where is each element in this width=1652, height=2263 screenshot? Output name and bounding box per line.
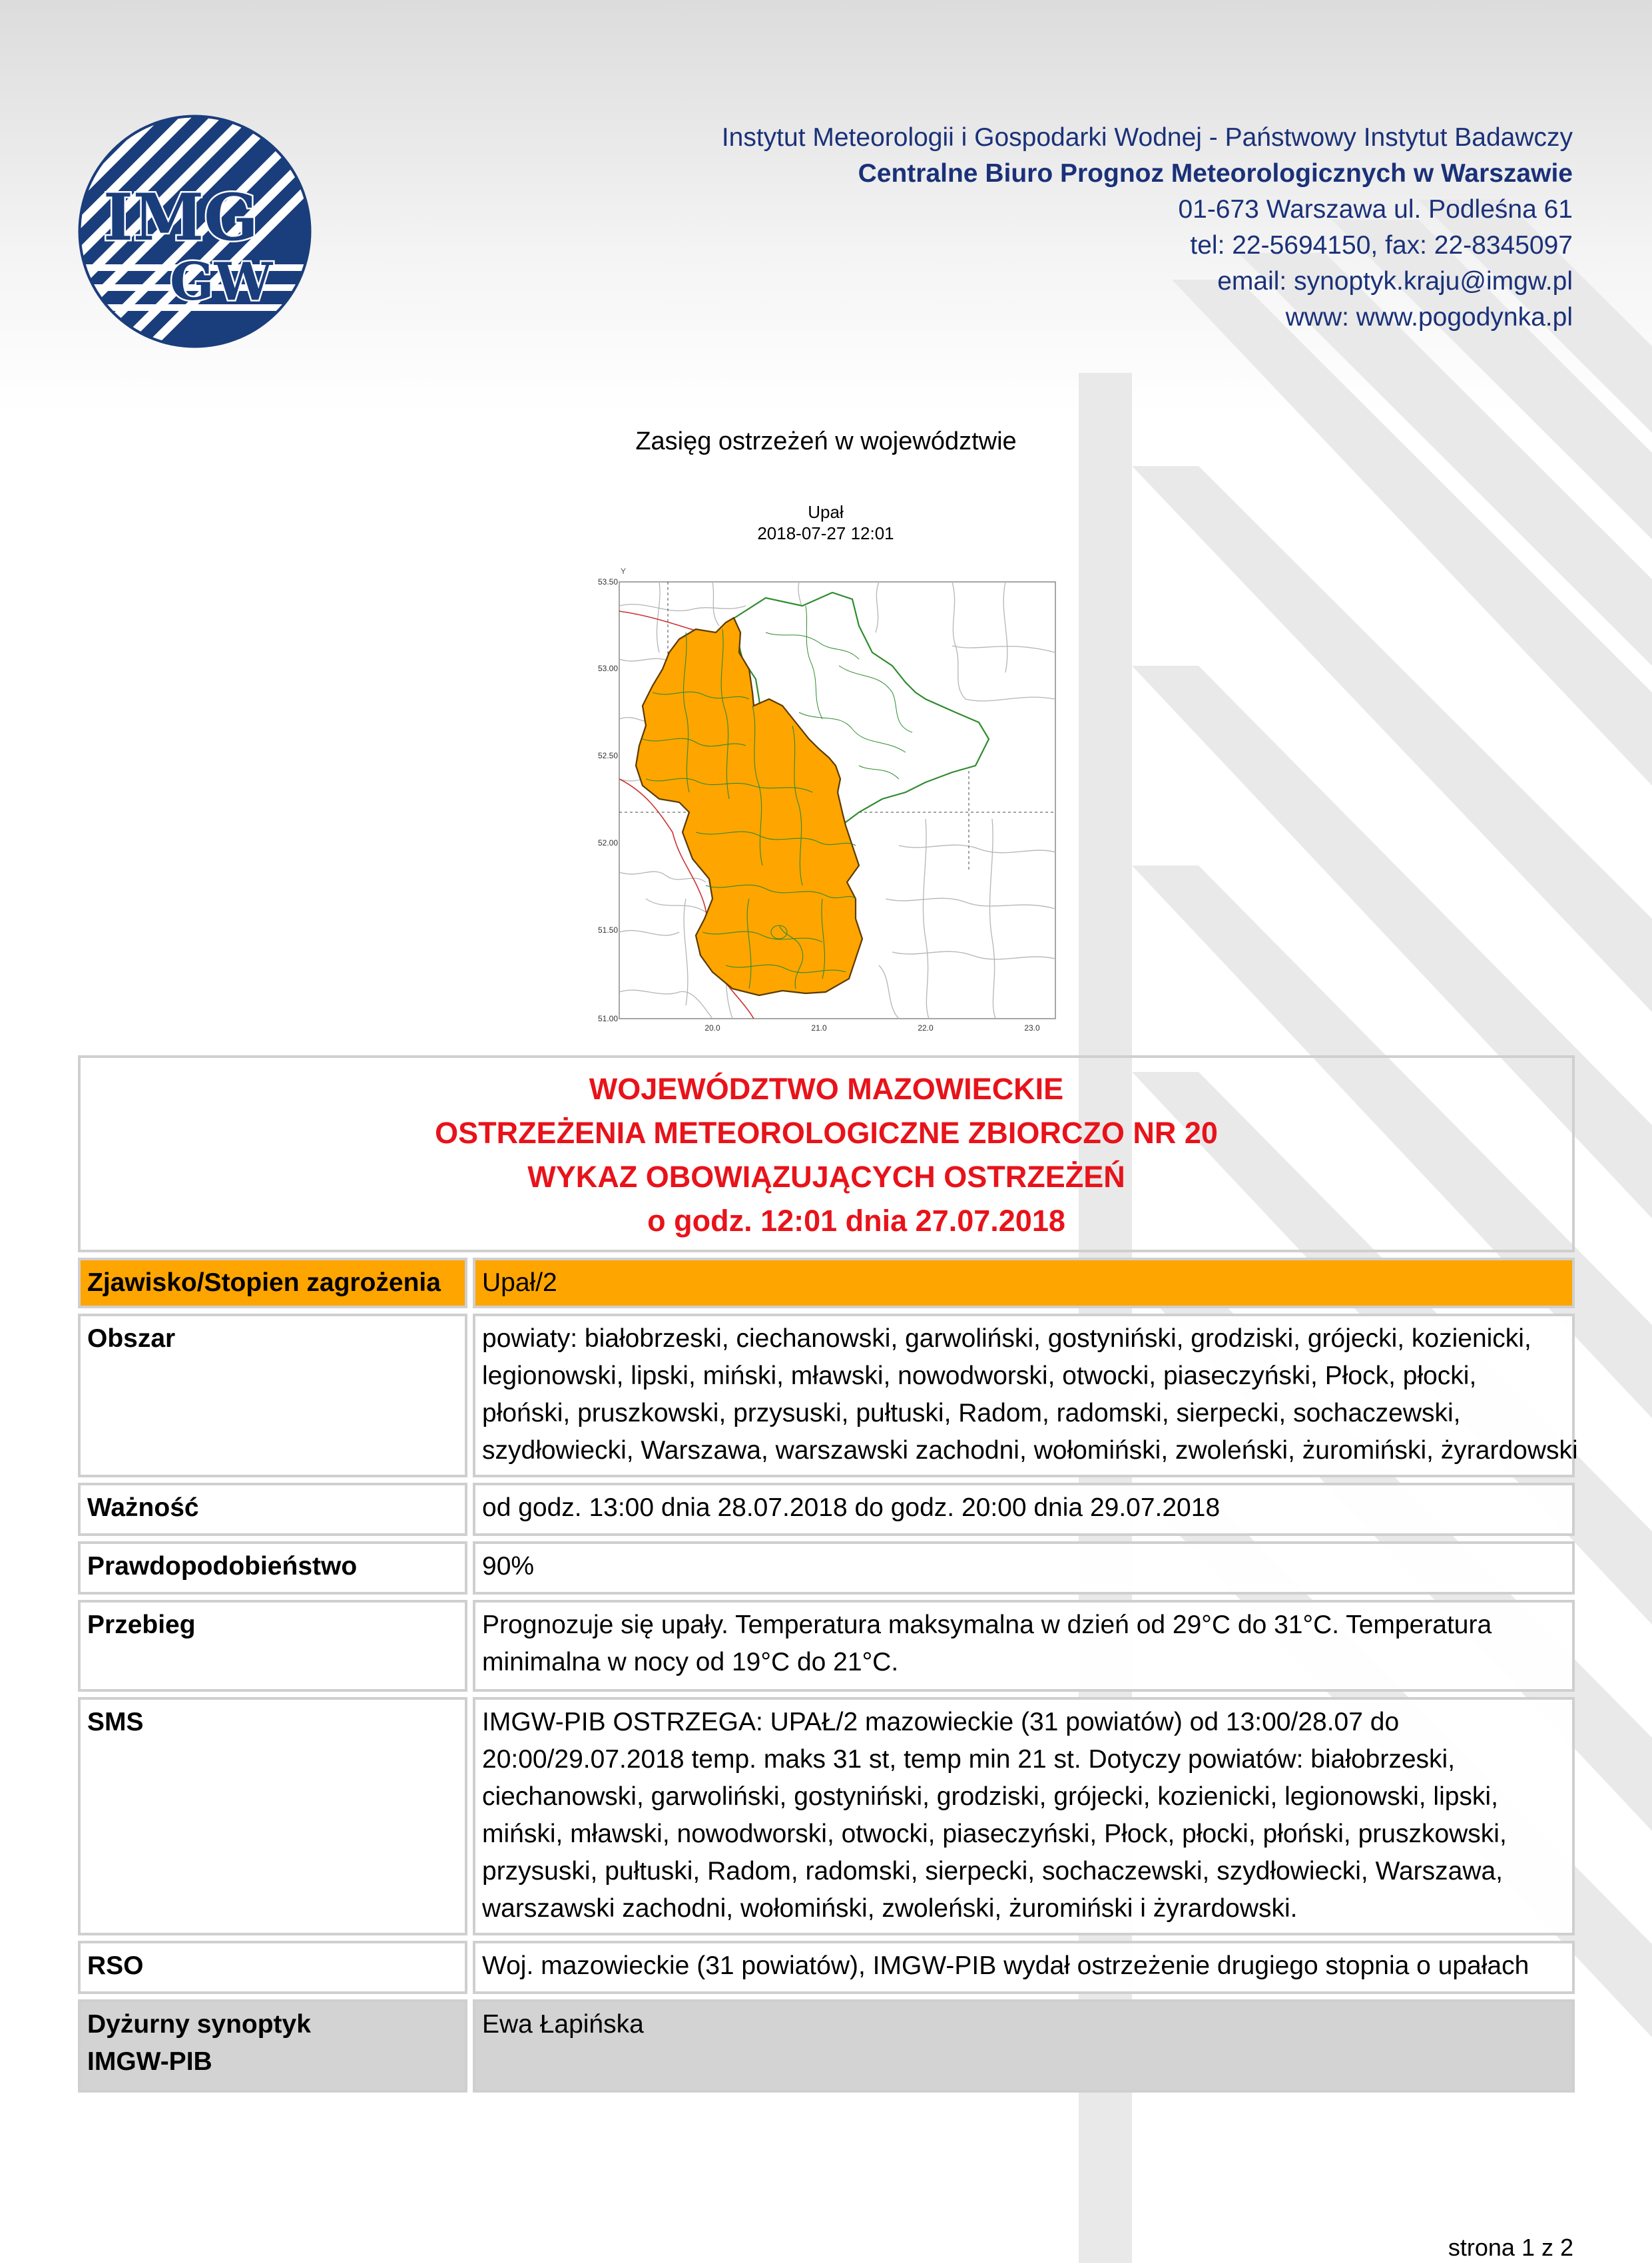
sms-line: miński, mławski, nowodworski, otwocki, piaseczyński, Płock, płocki, płoński, pruszkowski, bbox=[482, 1820, 1507, 1848]
page-number: strona 1 z 2 bbox=[1448, 2234, 1573, 2261]
warning-table bbox=[78, 1055, 1578, 2093]
map-date: 2018-07-27 12:01 bbox=[757, 523, 894, 543]
x-tick: 22.0 bbox=[918, 1023, 934, 1033]
row-label: SMS bbox=[78, 1697, 467, 1935]
x-tick: 20.0 bbox=[704, 1023, 720, 1033]
sms-line: przysuski, pułtuski, Radom, radomski, sierpecki, sochaczewski, szydłowiecki, Warszawa, bbox=[482, 1857, 1504, 1886]
bureau-name: Centralne Biuro Prognoz Meteorologicznych w Warszawie bbox=[858, 159, 1573, 188]
institute-name: Instytut Meteorologii i Gospodarki Wodnej - Państwowy Instytut Badawczy bbox=[721, 123, 1573, 152]
y-tick: 53.50 bbox=[597, 577, 618, 587]
logo-letters-bottom: GW bbox=[170, 252, 273, 312]
map-caption: Zasięg ostrzeżeń w województwie bbox=[635, 427, 1017, 455]
area-line: powiaty: białobrzeski, ciechanowski, garwoliński, gostyniński, grodziski, grójecki, kozienicki, bbox=[482, 1324, 1531, 1353]
map-title: Upał bbox=[808, 502, 844, 522]
sms-line: 20:00/29.07.2018 temp. maks 31 st, temp min 21 st. Dotyczy powiatów: białobrzeski, bbox=[482, 1745, 1456, 1774]
row-value: Ewa Łapińska bbox=[473, 1999, 1575, 2093]
row-phenomenon bbox=[78, 1258, 1575, 1308]
sms-line: IMGW-PIB OSTRZEGA: UPAŁ/2 mazowieckie (31 powiatów) od 13:00/28.07 do bbox=[482, 1708, 1400, 1736]
row-sms bbox=[78, 1697, 1575, 1935]
row-validity bbox=[78, 1483, 1575, 1536]
x-tick: 21.0 bbox=[811, 1023, 827, 1033]
header-contact-block bbox=[722, 120, 1573, 336]
row-rso bbox=[78, 1941, 1575, 1994]
y-tick: 53.00 bbox=[597, 664, 618, 673]
row-label: Przebieg bbox=[78, 1600, 467, 1692]
warning-title-box bbox=[78, 1055, 1575, 1252]
x-tick: 23.0 bbox=[1024, 1023, 1040, 1033]
course-line: Prognozuje się upały. Temperatura maksymalna w dzień od 29°C do 31°C. Temperatura bbox=[482, 1611, 1492, 1639]
row-value: Upał/2 bbox=[473, 1258, 1575, 1308]
sms-line: ciechanowski, garwoliński, gostyniński, grodziski, grójecki, kozienicki, legionowski, lipski, bbox=[482, 1782, 1498, 1811]
y-tick: 52.00 bbox=[597, 838, 618, 848]
row-value: 90% bbox=[473, 1541, 1575, 1595]
area-line: płoński, pruszkowski, przysuski, pułtuski, Radom, radomski, sierpecki, sochaczewski, bbox=[482, 1399, 1461, 1427]
forecaster-label-line: IMGW-PIB bbox=[87, 2047, 212, 2076]
row-area bbox=[78, 1314, 1578, 1477]
phone-fax: tel: 22-5694150, fax: 22-8345097 bbox=[1190, 231, 1573, 260]
row-value: Woj. mazowieckie (31 powiatów), IMGW-PIB wydał ostrzeżenie drugiego stopnia o upałach bbox=[473, 1941, 1575, 1994]
row-course bbox=[78, 1600, 1575, 1692]
course-line: minimalna w nocy od 19°C do 21°C. bbox=[482, 1648, 899, 1676]
y-tick: 52.50 bbox=[597, 751, 618, 760]
email-link[interactable]: email: synoptyk.kraju@imgw.pl bbox=[1217, 267, 1573, 296]
row-value bbox=[473, 1314, 1578, 1477]
logo-letters-top: IMG bbox=[103, 180, 259, 255]
sms-line: warszawski zachodni, wołomiński, zwoleński, żuromiński i żyrardowski. bbox=[482, 1894, 1298, 1923]
row-value: od godz. 13:00 dnia 28.07.2018 do godz. 20:00 dnia 29.07.2018 bbox=[473, 1483, 1575, 1536]
row-probability bbox=[78, 1541, 1575, 1595]
warning-title-line: WOJEWÓDZTWO MAZOWIECKIE bbox=[589, 1072, 1064, 1106]
y-tick: 51.50 bbox=[597, 925, 618, 935]
warning-title-line: WYKAZ OBOWIĄZUJĄCYCH OSTRZEŻEŃ bbox=[527, 1160, 1125, 1194]
row-label: Zjawisko/Stopien zagrożenia bbox=[78, 1258, 467, 1308]
warning-map bbox=[579, 499, 1072, 1052]
area-line: legionowski, lipski, miński, mławski, nowodworski, otwocki, piaseczyński, Płock, płocki, bbox=[482, 1362, 1477, 1390]
warning-title-line: OSTRZEŻENIA METEOROLOGICZNE ZBIORCZO NR 20 bbox=[435, 1116, 1218, 1150]
imgw-logo bbox=[77, 113, 313, 350]
address: 01-673 Warszawa ul. Podleśna 61 bbox=[1178, 195, 1573, 224]
row-label: Obszar bbox=[78, 1314, 467, 1477]
website-link[interactable]: www: www.pogodynka.pl bbox=[1285, 303, 1573, 332]
area-line: szydłowiecki, Warszawa, warszawski zachodni, wołomiński, zwoleński, żuromiński, żyrardowski bbox=[482, 1436, 1578, 1465]
row-label: Ważność bbox=[78, 1483, 467, 1536]
row-value bbox=[473, 1697, 1575, 1935]
row-value bbox=[473, 1600, 1575, 1692]
forecaster-label-line: Dyżurny synoptyk bbox=[87, 2010, 311, 2039]
warning-title-line: o godz. 12:01 dnia 27.07.2018 bbox=[647, 1204, 1065, 1238]
row-forecaster bbox=[78, 1999, 1575, 2093]
y-axis-label: Y bbox=[621, 567, 627, 576]
row-label: Prawdopodobieństwo bbox=[78, 1541, 467, 1595]
row-label bbox=[78, 1999, 467, 2093]
y-tick: 51.00 bbox=[597, 1014, 618, 1023]
y-axis-ticks bbox=[598, 577, 618, 1023]
row-label: RSO bbox=[78, 1941, 467, 1994]
x-axis-ticks bbox=[704, 1023, 1040, 1033]
